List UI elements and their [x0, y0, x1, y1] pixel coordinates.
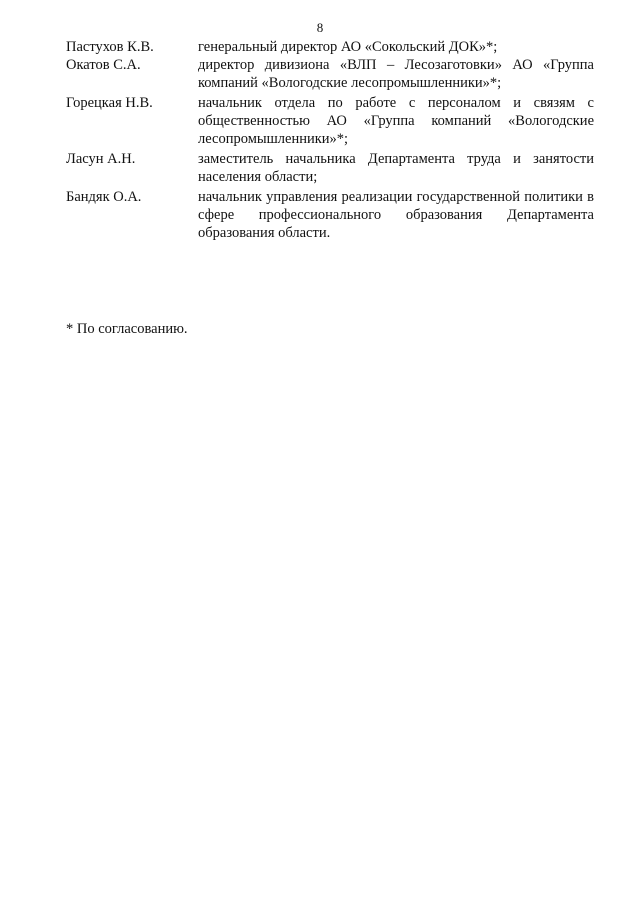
page-number: 8	[316, 20, 324, 35]
member-name: Горецкая Н.В.	[66, 95, 153, 111]
member-name: Окатов С.А.	[66, 57, 141, 73]
member-role: начальник управления реализации государственной политики в сфере профессионального образования Департамента образования области.	[198, 189, 594, 241]
member-name: Ласун А.Н.	[66, 151, 136, 167]
list-item	[66, 188, 594, 242]
member-role: генеральный директор АО «Сокольский ДОК»*;	[198, 39, 498, 55]
list-item	[66, 150, 594, 186]
member-role: директор дивизиона «ВЛП – Лесозаготовки» АО «Группа компаний «Вологодские лесопромышленники»*;	[198, 57, 594, 91]
member-role: заместитель начальника Департамента труда и занятости населения области;	[198, 151, 594, 185]
footnote: * По согласованию.	[66, 321, 188, 337]
list-item	[66, 38, 594, 56]
member-role: начальник отдела по работе с персоналом и связям с общественностью АО «Группа компаний «Вологодские лесопромышленники»*;	[198, 95, 594, 147]
list-item	[66, 56, 594, 92]
member-name: Пастухов К.В.	[66, 39, 154, 55]
list-item	[66, 94, 594, 148]
member-list	[66, 38, 594, 244]
member-name: Бандяк О.А.	[66, 189, 142, 205]
